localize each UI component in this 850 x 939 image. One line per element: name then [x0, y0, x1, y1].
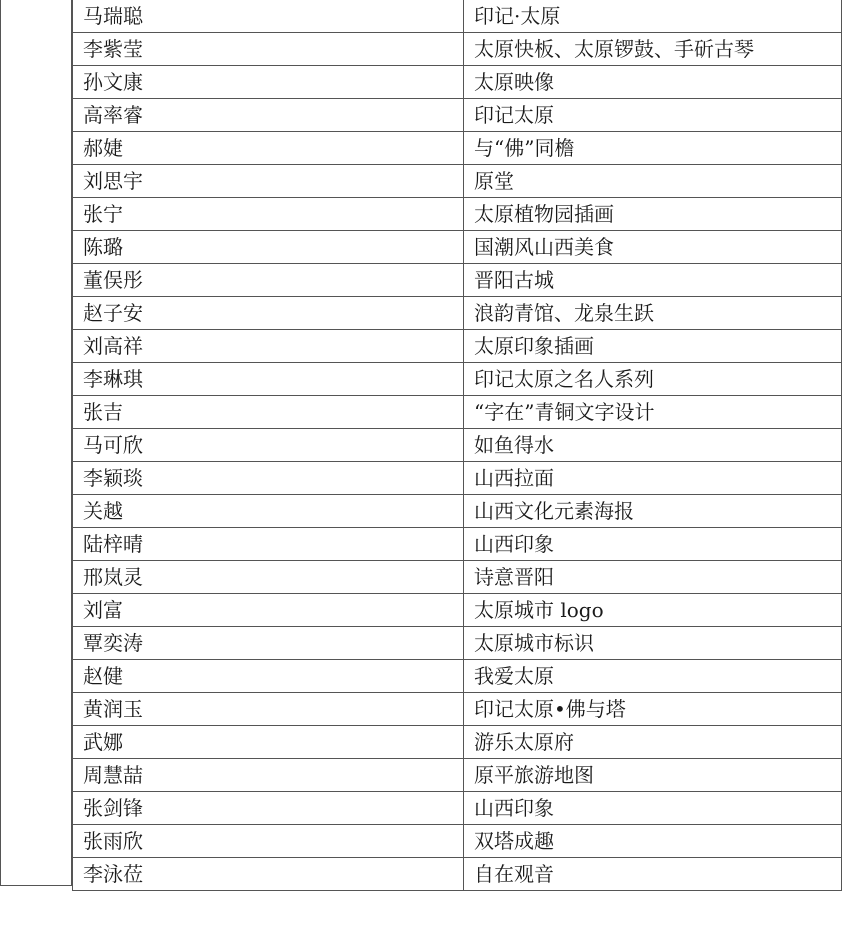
author-name-cell: 刘高祥 [73, 330, 464, 363]
table-row [73, 759, 842, 792]
author-name-cell: 覃奕涛 [73, 627, 464, 660]
table-row [73, 627, 842, 660]
author-name-cell: 刘思宇 [73, 165, 464, 198]
work-title-cell: 原平旅游地图 [464, 759, 842, 792]
table-row [73, 660, 842, 693]
table-body [73, 0, 842, 891]
work-title-cell: 印记太原•佛与塔 [464, 693, 842, 726]
work-title-cell: 山西印象 [464, 528, 842, 561]
work-title-cell: 自在观音 [464, 858, 842, 891]
table-row [73, 198, 842, 231]
author-name-cell: 张雨欣 [73, 825, 464, 858]
table-row [73, 231, 842, 264]
table-row [73, 0, 842, 33]
work-title-cell: 我爱太原 [464, 660, 842, 693]
author-name-cell: 赵子安 [73, 297, 464, 330]
table-row [73, 66, 842, 99]
table-row [73, 99, 842, 132]
author-name-cell: 张宁 [73, 198, 464, 231]
table-row [73, 462, 842, 495]
work-title-cell: 太原映像 [464, 66, 842, 99]
work-title-cell: 太原印象插画 [464, 330, 842, 363]
table-row [73, 264, 842, 297]
author-name-cell: 李泳莅 [73, 858, 464, 891]
work-title-cell: 印记太原之名人系列 [464, 363, 842, 396]
table-row [73, 132, 842, 165]
author-name-cell: 刘富 [73, 594, 464, 627]
table-row [73, 495, 842, 528]
table-row [73, 297, 842, 330]
author-name-cell: 孙文康 [73, 66, 464, 99]
author-name-cell: 关越 [73, 495, 464, 528]
work-title-cell: “字在”青铜文字设计 [464, 396, 842, 429]
work-title-cell: 山西文化元素海报 [464, 495, 842, 528]
author-name-cell: 张剑锋 [73, 792, 464, 825]
table-row [73, 396, 842, 429]
work-title-cell: 太原植物园插画 [464, 198, 842, 231]
author-name-cell: 李紫莹 [73, 33, 464, 66]
work-title-cell: 印记·太原 [464, 0, 842, 33]
table-row [73, 33, 842, 66]
work-title-cell: 山西印象 [464, 792, 842, 825]
work-title-cell: 原堂 [464, 165, 842, 198]
work-title-cell: 浪韵青馆、龙泉生跃 [464, 297, 842, 330]
author-name-cell: 董俣彤 [73, 264, 464, 297]
work-title-cell: 山西拉面 [464, 462, 842, 495]
author-name-cell: 李颖琰 [73, 462, 464, 495]
table-row [73, 858, 842, 891]
work-title-cell: 游乐太原府 [464, 726, 842, 759]
work-title-cell: 如鱼得水 [464, 429, 842, 462]
work-title-cell: 太原城市 logo [464, 594, 842, 627]
table-row [73, 726, 842, 759]
table-row [73, 693, 842, 726]
work-title-cell: 双塔成趣 [464, 825, 842, 858]
table-row [73, 594, 842, 627]
table-row [73, 792, 842, 825]
author-name-cell: 李琳琪 [73, 363, 464, 396]
author-name-cell: 张吉 [73, 396, 464, 429]
author-name-cell: 邢岚灵 [73, 561, 464, 594]
work-title-cell: 与“佛”同檐 [464, 132, 842, 165]
table-row [73, 561, 842, 594]
table-row [73, 825, 842, 858]
table-row [73, 528, 842, 561]
table-row [73, 363, 842, 396]
author-name-cell: 周慧喆 [73, 759, 464, 792]
author-name-cell: 黄润玉 [73, 693, 464, 726]
author-name-cell: 高率睿 [73, 99, 464, 132]
author-name-cell: 武娜 [73, 726, 464, 759]
work-title-cell: 晋阳古城 [464, 264, 842, 297]
work-title-cell: 国潮风山西美食 [464, 231, 842, 264]
work-title-cell: 太原城市标识 [464, 627, 842, 660]
author-name-cell: 马瑞聪 [73, 0, 464, 33]
author-name-cell: 陆梓晴 [73, 528, 464, 561]
author-name-cell: 赵健 [73, 660, 464, 693]
author-name-cell: 陈璐 [73, 231, 464, 264]
author-name-cell: 郝婕 [73, 132, 464, 165]
table-row [73, 429, 842, 462]
table-row [73, 165, 842, 198]
work-title-cell: 印记太原 [464, 99, 842, 132]
table-row [73, 330, 842, 363]
award-list-table [72, 0, 842, 891]
merged-category-cell [0, 0, 72, 886]
work-title-cell: 太原快板、太原锣鼓、手斫古琴 [464, 33, 842, 66]
author-name-cell: 马可欣 [73, 429, 464, 462]
work-title-cell: 诗意晋阳 [464, 561, 842, 594]
